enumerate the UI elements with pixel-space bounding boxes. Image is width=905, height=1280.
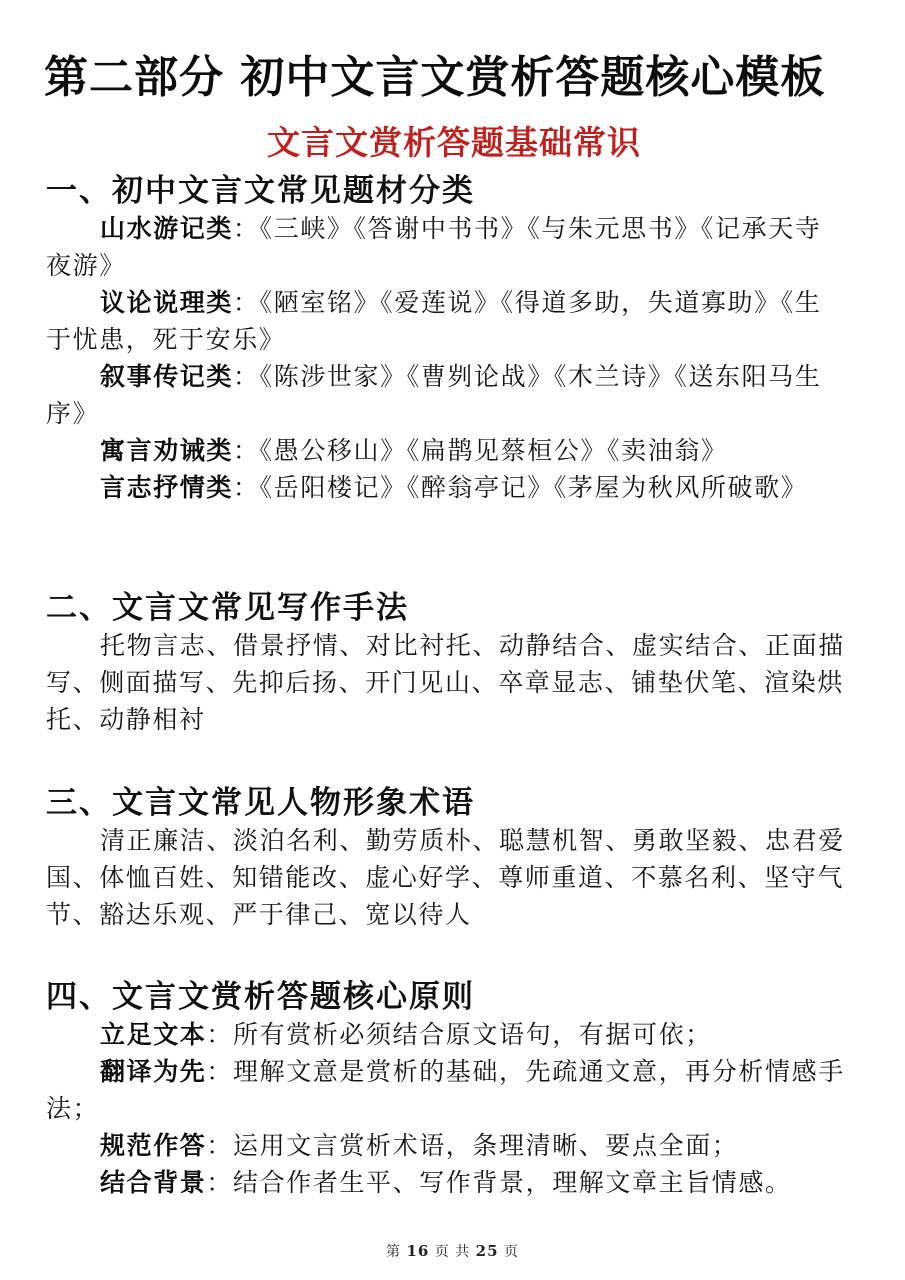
footer-middle: 页 共 <box>434 1244 471 1260</box>
item-text: ：《三峡》《答谢中书书》《与朱元思书》《记承天寺夜游》 <box>46 214 822 280</box>
section-heading: 三、文言文常见人物形象术语 <box>46 785 475 821</box>
list-item <box>46 432 846 469</box>
section-heading: 四、文言文赏析答题核心原则 <box>46 979 475 1015</box>
section-core-principles <box>46 978 846 1201</box>
item-term: 山水游记类 <box>100 214 234 243</box>
section-heading: 一、初中文言文常见题材分类 <box>46 173 475 209</box>
list-item <box>46 284 846 358</box>
item-term: 立足文本 <box>100 1020 207 1049</box>
list-item <box>46 469 846 506</box>
item-text: ：结合作者生平、写作背景，理解文章主旨情感。 <box>206 1168 792 1197</box>
section-body: 清正廉洁、淡泊名利、勤劳质朴、聪慧机智、勇敢坚毅、忠君爱国、体恤百姓、知错能改、虚心好学、尊师重道、不慕名利、坚守气节、豁达乐观、严于律己、宽以待人 <box>46 826 845 929</box>
page-subtitle: 文言文赏析答题基础常识 <box>267 123 641 162</box>
item-term: 言志抒情类 <box>100 473 234 502</box>
list-item <box>46 210 846 284</box>
list-item <box>46 1164 846 1201</box>
item-text: ：理解文意是赏析的基础，先疏通文意，再分析情感手法； <box>46 1057 845 1123</box>
item-text: ：《陋室铭》《爱莲说》《得道多助，失道寡助》《生于忧患，死于安乐》 <box>46 288 822 354</box>
item-text: ：《愚公移山》《扁鹊见蔡桓公》《卖油翁》 <box>233 436 728 465</box>
item-term: 翻译为先 <box>100 1057 207 1086</box>
total-page-number: 25 <box>475 1242 499 1260</box>
page-title: 第二部分 初中文言文赏析答题核心模板 <box>44 52 826 103</box>
item-text: ：《陈涉世家》《曹刿论战》《木兰诗》《送东阳马生序》 <box>46 362 822 428</box>
current-page-number: 16 <box>406 1242 430 1260</box>
list-item <box>46 1053 846 1127</box>
section-body: 托物言志、借景抒情、对比衬托、动静结合、虚实结合、正面描写、侧面描写、先抑后扬、开门见山、卒章显志、铺垫伏笔、渲染烘托、动静相衬 <box>46 631 845 734</box>
footer-prefix: 第 <box>385 1244 401 1260</box>
section-character-terms <box>46 784 846 933</box>
list-item <box>46 1016 846 1053</box>
item-term: 叙事传记类 <box>100 362 234 391</box>
footer-suffix: 页 <box>504 1244 519 1260</box>
section-subject-categories <box>46 172 846 506</box>
item-term: 结合背景 <box>100 1168 207 1197</box>
item-text: ：所有赏析必须结合原文语句，有据可依； <box>206 1020 712 1049</box>
item-term: 议论说理类 <box>100 288 234 317</box>
section-heading: 二、文言文常见写作手法 <box>46 590 409 626</box>
item-term: 寓言劝诫类 <box>100 436 234 465</box>
item-text: ：运用文言赏析术语，条理清晰、要点全面； <box>206 1131 739 1160</box>
item-text: ：《岳阳楼记》《醉翁亭记》《茅屋为秋风所破歌》 <box>233 473 808 502</box>
list-item <box>46 1127 846 1164</box>
page-number-footer <box>0 1241 905 1261</box>
item-term: 规范作答 <box>100 1131 207 1160</box>
list-item <box>46 358 846 432</box>
section-writing-techniques <box>46 589 846 738</box>
